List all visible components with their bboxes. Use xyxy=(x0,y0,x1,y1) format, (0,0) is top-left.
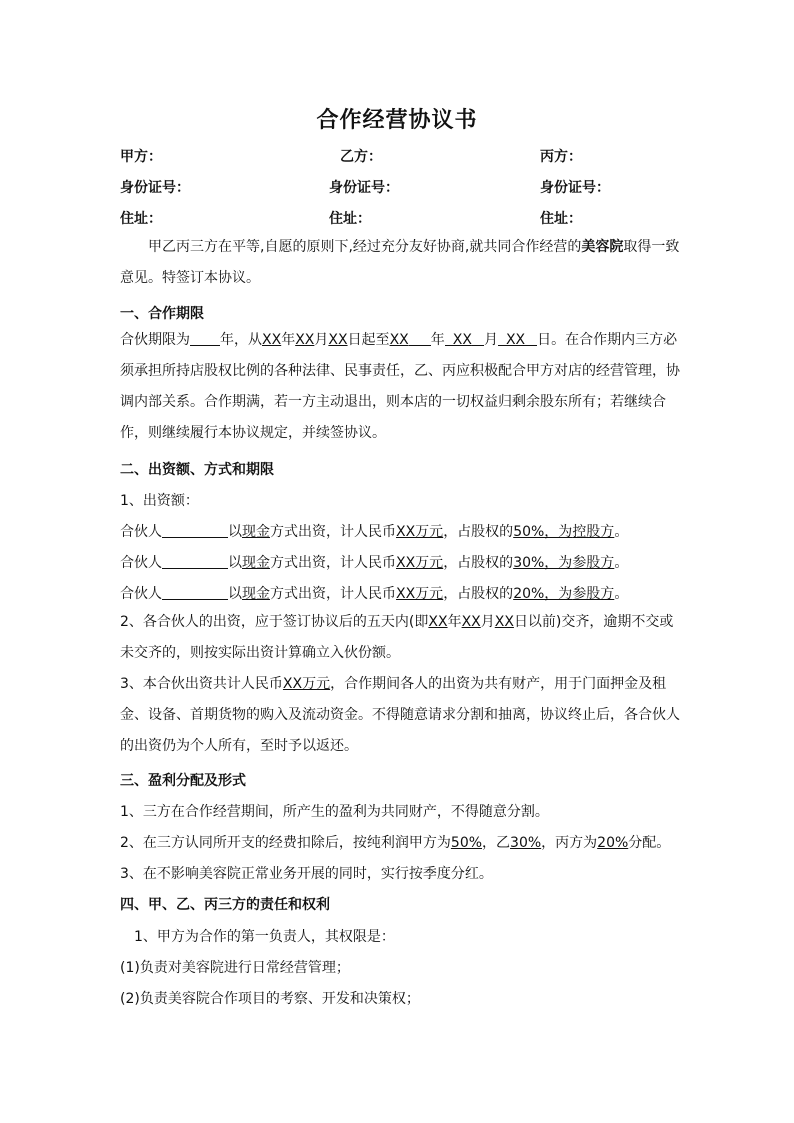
section-2-item-1: 1、出资额： xyxy=(120,493,199,509)
partner-share: 30%，为 xyxy=(513,555,573,571)
partner-text: ，占股权的 xyxy=(443,586,514,602)
partner-text: 。 xyxy=(614,555,629,571)
partner-name-blank xyxy=(162,554,228,569)
deadline-month: XX xyxy=(461,614,481,630)
section-4-heading: 四、甲、乙、丙三方的责任和权利 xyxy=(120,897,330,913)
s1-text: 月 xyxy=(314,332,329,348)
s2-text: 月 xyxy=(480,614,495,630)
share-c: 20% xyxy=(597,835,629,851)
partner-label: 合伙人 xyxy=(120,524,162,540)
s1-text: 内三方必须承担所持店股权比例的各种法律、民事责任，乙、丙应积极配合甲方对店的经营管理，协调内部关系。合作期满，若一方主动退出，则本店的一切权益归剩余股东所有；若继续合作，则继续履行本协议规定，并续签协议。 xyxy=(120,332,680,441)
partner-text: 。 xyxy=(614,524,629,540)
section-1-paragraph xyxy=(120,325,680,449)
section-3-item-3: 3、在不影响美容院正常业务开展的同时，实行按季度分红。 xyxy=(120,866,493,882)
party-a-address-label: 住址： xyxy=(120,211,162,227)
partner-name-blank xyxy=(162,585,228,600)
share-a: 50% xyxy=(450,835,483,851)
party-b-id-label: 身份证号： xyxy=(329,180,399,196)
partner-text: 方式出资，计人民币 xyxy=(270,524,396,540)
s1-text: 合伙期限为 xyxy=(120,332,190,348)
partner-role: 参股方 xyxy=(572,555,615,571)
blank-line xyxy=(525,331,537,346)
section-4-item-1: 1、甲方为合作的第一负责人，其权限是： xyxy=(134,929,395,945)
s3-text: 分配。 xyxy=(628,835,671,851)
s1-text: 年，从 xyxy=(220,332,262,348)
section-4-sub-1: (1)负责对美容院进行日常经营管理； xyxy=(120,960,350,976)
party-b-label: 乙方： xyxy=(340,149,382,165)
s2-text: 日以前)交齐，逾期不交或未交齐的，则按实际出资计算确立入伙份额。 xyxy=(120,614,674,661)
document-title: 合作经营协议书 xyxy=(316,108,478,133)
deadline-year: XX xyxy=(428,614,448,630)
partner-name-blank xyxy=(162,523,228,538)
partner-share: 20%，为 xyxy=(513,586,573,602)
section-3-item-2 xyxy=(120,832,670,852)
section-2-item-3 xyxy=(120,669,680,762)
partner-text: 方式出资，计人民币 xyxy=(270,555,396,571)
s1-end-day: XX xyxy=(505,332,526,348)
s1-start-day: XX xyxy=(328,332,348,348)
section-3-item-1: 1、三方在合作经营期间，所产生的盈利为共同财产，不得随意分割。 xyxy=(120,804,549,820)
partner-label: 合伙人 xyxy=(120,586,162,602)
intro-text-1: 甲乙丙三方在平等,自愿的原则下,经过充分友好协商,就共同合作经营的 xyxy=(148,239,582,255)
share-b: 30% xyxy=(510,835,542,851)
section-4-sub-2: (2)负责美容院合作项目的考察、开发和决策权； xyxy=(120,991,420,1007)
intro-text-2: 取得一致意见。特签订本协议。 xyxy=(120,239,680,286)
s2-text: 3、本合伙出资共计人民币 xyxy=(120,676,283,692)
deadline-day: XX xyxy=(494,614,514,630)
s1-end-month: XX xyxy=(452,332,472,348)
partner-role: 参股方 xyxy=(572,586,615,602)
party-a-label: 甲方： xyxy=(120,149,162,165)
section-2-item-2 xyxy=(120,607,680,669)
partner-text: ，占股权的 xyxy=(443,524,514,540)
s1-text: 年 xyxy=(281,332,296,348)
partner-share: 50%，为 xyxy=(513,524,573,540)
partner-row xyxy=(120,552,628,572)
partner-text: 以 xyxy=(228,586,242,602)
s3-text: ，丙方为 xyxy=(541,835,598,851)
partner-amount: XX万元 xyxy=(396,586,444,602)
blank-line xyxy=(498,331,506,346)
party-c-id-label: 身份证号： xyxy=(540,180,610,196)
s3-text: ，乙 xyxy=(482,835,511,851)
partner-amount: XX万元 xyxy=(396,524,444,540)
s2-text: 年 xyxy=(447,614,462,630)
section-1-heading: 一、合作期限 xyxy=(120,306,204,322)
partner-label: 合伙人 xyxy=(120,555,162,571)
partner-text: 。 xyxy=(614,586,629,602)
total-amount: XX万元 xyxy=(282,676,331,692)
blank-line xyxy=(445,331,453,346)
s1-end-year: XX xyxy=(389,332,409,348)
partner-method: 现金 xyxy=(242,586,270,602)
s1-text: 日。在合作期 xyxy=(537,332,622,348)
blank-line xyxy=(472,331,484,346)
blank-line xyxy=(409,331,431,346)
party-a-id-label: 身份证号： xyxy=(120,180,190,196)
s1-start-month: XX xyxy=(295,332,315,348)
partner-method: 现金 xyxy=(242,555,270,571)
partner-row xyxy=(120,521,628,541)
partner-text: 以 xyxy=(228,524,242,540)
party-c-label: 丙方： xyxy=(540,149,582,165)
s2-text: 2、各合伙人的出资，应于签订协议后的五天内(即 xyxy=(120,614,429,630)
intro-paragraph xyxy=(120,232,680,294)
partner-text: ，占股权的 xyxy=(443,555,514,571)
party-b-address-label: 住址： xyxy=(329,211,371,227)
s1-start-year: XX xyxy=(262,332,282,348)
party-c-address-label: 住址： xyxy=(540,211,582,227)
partner-text: 以 xyxy=(228,555,242,571)
section-2-heading: 二、出资额、方式和期限 xyxy=(120,462,274,478)
intro-shop-name: 美容院 xyxy=(581,239,624,255)
section-3-heading: 三、盈利分配及形式 xyxy=(120,773,246,789)
blank-line xyxy=(190,331,220,346)
partner-row xyxy=(120,583,628,603)
s1-text: 月 xyxy=(483,332,498,348)
partner-role: 控股方 xyxy=(572,524,615,540)
partner-method: 现金 xyxy=(242,524,270,540)
partner-amount: XX万元 xyxy=(396,555,444,571)
s3-text: 2、在三方认同所开支的经费扣除后，按纯利润甲方为 xyxy=(120,835,451,851)
s1-text: 日起至 xyxy=(347,332,390,348)
partner-text: 方式出资，计人民币 xyxy=(270,586,396,602)
s1-text: 年 xyxy=(430,332,445,348)
s2-text: ，合作期间各人的出资为共有财产，用于门面押金及租金、设备、首期货物的购入及流动资金。不得随意请求分割和抽离，协议终止后，各合伙人的出资仍为个人所有，至时予以返还。 xyxy=(120,676,680,754)
